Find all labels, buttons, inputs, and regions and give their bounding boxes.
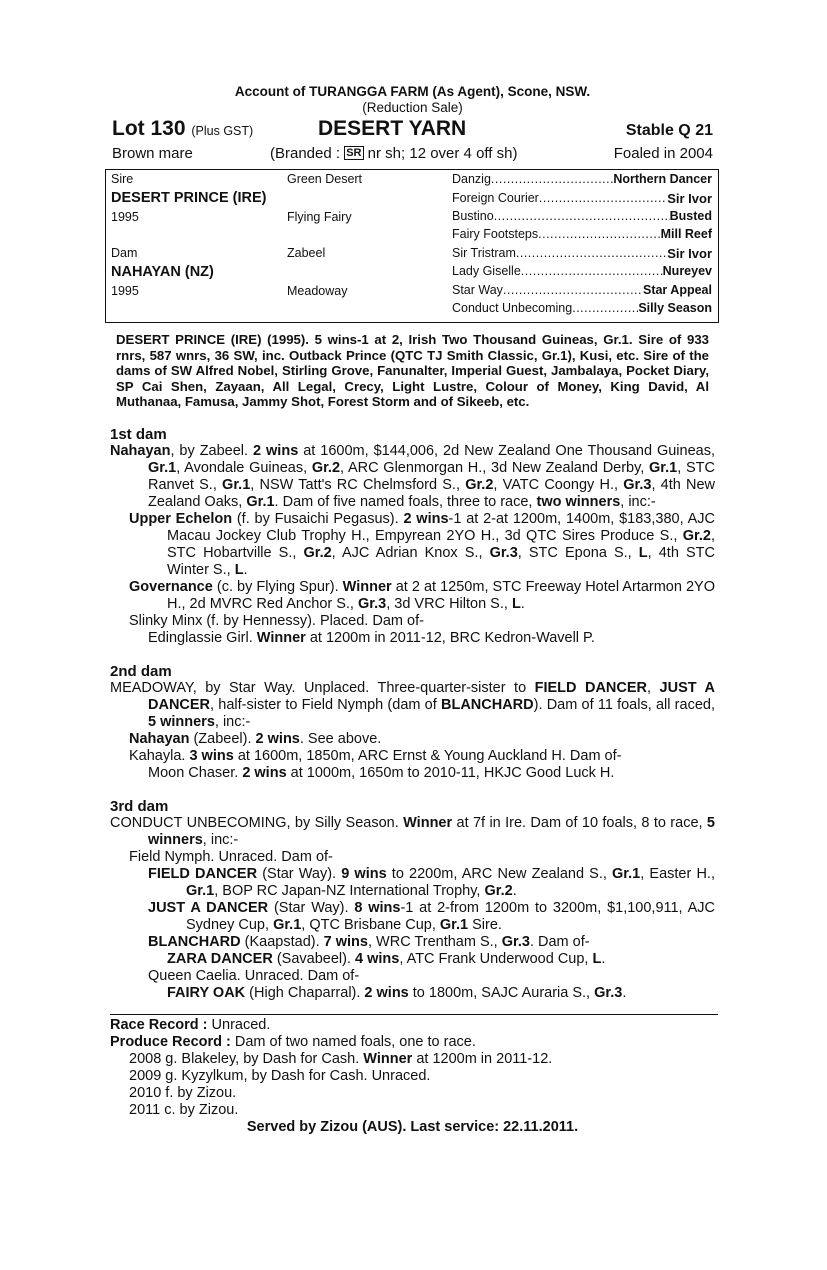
ancestor-right: Silly Season (638, 301, 712, 315)
text: , Avondale Guineas, (176, 459, 312, 476)
second-dam-heading: 2nd dam (110, 662, 172, 680)
leader-dots (572, 301, 638, 315)
group-rating: Gr.3 (594, 984, 623, 1001)
text: , (647, 679, 660, 696)
group-rating: Gr.2 (311, 459, 341, 476)
nahayan-entry (110, 443, 715, 511)
text: , NSW Tatt's RC Chelmsford S., (250, 476, 466, 493)
horse-name-bold: ZARA DANCER (167, 950, 273, 967)
winner: Winner (403, 814, 453, 831)
leader-dots (539, 191, 667, 206)
divider (110, 1014, 718, 1015)
edinglassie-entry (148, 630, 715, 647)
wins: 2 wins (242, 764, 287, 781)
ancestor-left: Star Way (452, 283, 503, 297)
group-rating: Gr.3 (489, 544, 518, 561)
wins: 2 wins (364, 984, 409, 1001)
conduct-unbecoming-entry (110, 815, 715, 849)
leader-dots (538, 227, 660, 241)
listed-rating: L (511, 595, 521, 612)
text: -1 at 2-from 1200m to 3200m, $1,100,911, AJC Sydney Cup, (186, 899, 715, 933)
text: (f. by Fusaichi Pegasus). (232, 510, 404, 527)
text: at 2 at 1250m, STC Freeway Hotel Artarmon 2YO H., 2d MVRC Red Anchor S., (167, 578, 715, 612)
description-line (110, 143, 715, 165)
text: . (622, 984, 627, 1001)
text: , STC Ranvet S., (148, 459, 715, 493)
text: , half-sister to Field Nymph (dam of (210, 696, 441, 713)
race-record (110, 1017, 715, 1034)
winner: Winner (363, 1050, 413, 1067)
group-rating: Gr.1 (186, 882, 215, 899)
ancestor-left: Fairy Footsteps (452, 227, 539, 241)
horse-name: DESERT YARN (318, 117, 467, 140)
text: , 4th New Zealand Oaks, (148, 476, 716, 510)
text: (Star Way). (268, 899, 355, 916)
color-sex: Brown mare (112, 145, 193, 162)
horse-name-bold: JUST A DANCER (148, 679, 716, 713)
winner: Winner (256, 629, 306, 646)
winner: Winner (342, 578, 392, 595)
group-rating: Gr.3 (501, 933, 530, 950)
ancestor-right: Sir Ivor (667, 246, 712, 261)
produce-record (110, 1034, 715, 1051)
text: . (512, 882, 517, 899)
horse-name-bold: Nahayan (129, 730, 190, 747)
first-dam-heading: 1st dam (110, 425, 167, 443)
foaled-year: Foaled in 2004 (613, 145, 713, 162)
text: (Savabeel). (272, 950, 356, 967)
brand-prefix: (Branded : (270, 145, 341, 162)
meadoway-entry (110, 680, 715, 731)
governance-entry (129, 579, 715, 613)
text: , STC Hobartville S., (167, 527, 715, 561)
fairy-oak-entry (167, 985, 715, 1002)
text: , WRC Trentham S., (367, 933, 502, 950)
field-nymph-entry: Field Nymph. Unraced. Dam of- (129, 848, 333, 865)
text: ). Dam of 11 foals, all raced, (533, 696, 715, 713)
dam-year: 1995 (111, 284, 139, 298)
group-rating: Gr.2 (465, 476, 494, 493)
brand-info (270, 145, 517, 162)
race-record-label: Race Record : (110, 1016, 208, 1033)
moon-chaser-entry (148, 765, 715, 782)
listed-rating: L (638, 544, 648, 561)
text: , 4th STC Winter S., (167, 544, 715, 578)
text: to 1800m, SAJC Auraria S., (408, 984, 595, 1001)
queen-caelia-entry: Queen Caelia. Unraced. Dam of- (148, 967, 360, 984)
winners: two winners (536, 493, 621, 510)
wins: 2 wins (255, 730, 300, 747)
text: , VATC Coongy H., (493, 476, 624, 493)
dam-label: Dam (111, 246, 138, 260)
vendor-account: Account of TURANGGA FARM (As Agent), Scone, NSW. (234, 84, 591, 99)
text: , AJC Adrian Knox S., (331, 544, 490, 561)
stable-number: Stable Q 21 (625, 122, 713, 139)
horse-name-bold: BLANCHARD (148, 933, 241, 950)
ancestor-right: Mill Reef (660, 227, 712, 241)
text: , inc:- (202, 831, 239, 848)
text: , STC Epona S., (517, 544, 639, 561)
produce-record-label: Produce Record : (110, 1033, 231, 1050)
sire-dam: Flying Fairy (287, 210, 352, 224)
text: CONDUCT UNBECOMING, by Silly Season. (110, 814, 404, 831)
wins: 3 wins (189, 747, 234, 764)
group-rating: Gr.2 (682, 527, 711, 544)
leader-dots (503, 283, 643, 297)
ancestor-row (452, 301, 712, 315)
ancestor-right: Nureyev (662, 264, 712, 278)
text: , ATC Frank Underwood Cup, (399, 950, 593, 967)
ancestor-left: Danzig (452, 172, 491, 186)
group-rating: Gr.2 (484, 882, 513, 899)
text: Kahayla. (129, 747, 190, 764)
leader-dots (516, 246, 667, 261)
sire-label: Sire (111, 172, 134, 186)
wins: 2 wins (403, 510, 449, 527)
leader-dots (494, 209, 670, 223)
just-a-dancer-entry (148, 900, 715, 934)
ancestor-right: Northern Dancer (613, 172, 712, 186)
ancestor-right: Busted (669, 209, 712, 223)
produce-2009: 2009 g. Kyzylkum, by Dash for Cash. Unraced. (129, 1067, 431, 1084)
leader-dots (521, 264, 663, 278)
text: (Zabeel). (189, 730, 256, 747)
sale-note: (Reduction Sale) (362, 100, 463, 115)
winners: 5 winners (148, 713, 215, 730)
ancestor-right: Sir Ivor (667, 191, 712, 206)
group-rating: Gr.1 (273, 916, 302, 933)
brand-suffix: nr sh; 12 over 4 off sh) (367, 145, 518, 162)
group-rating: Gr.1 (222, 476, 251, 493)
service-note: Served by Zizou (AUS). Last service: 22.11.2011. (246, 1118, 579, 1135)
text: . See above. (299, 730, 382, 747)
ancestor-left: Lady Giselle (452, 264, 521, 278)
text: , BOP RC Japan-NZ International Trophy, (214, 882, 485, 899)
ancestor-left: Conduct Unbecoming (452, 301, 573, 315)
text: . (520, 595, 525, 612)
sire-name: DESERT PRINCE (IRE) (111, 190, 267, 206)
wins: 8 wins (354, 899, 401, 916)
text: , 3d VRC Hilton S., (386, 595, 512, 612)
horse-name-bold: FIELD DANCER (148, 865, 258, 882)
text: , Easter H., (640, 865, 715, 882)
text: (Star Way). (257, 865, 342, 882)
horse-name-bold: Governance (129, 578, 213, 595)
ancestor-left: Bustino (452, 209, 494, 223)
sire-year: 1995 (111, 210, 139, 224)
wins: 2 wins (253, 442, 299, 459)
slinky-minx-entry: Slinky Minx (f. by Hennessy). Placed. Dam of- (129, 612, 424, 629)
text: at 1200m in 2011-12. (412, 1050, 553, 1067)
horse-name-bold: BLANCHARD (440, 696, 534, 713)
text: to 2200m, ARC New Zealand S., (386, 865, 613, 882)
lot-number (112, 117, 253, 141)
lot-label: Lot 130 (112, 117, 186, 140)
produce-2011: 2011 c. by Zizou. (129, 1101, 239, 1118)
group-rating: Gr.1 (612, 865, 641, 882)
sire-summary: DESERT PRINCE (IRE) (1995). 5 wins-1 at 2, Irish Two Thousand Guineas, Gr.1. Sire of 933 rnrs, 587 wnrs, 36 SW, inc. Outback Prince (QTC TJ Smith Classic, Gr.1), Kusi, etc. Sire of the dams of SW Alfred Nobel, Stirling Grove, Fanunalter, Imperial Guest, Jambalaya, Pocket Diary, SP Cai Shen, Zayaan, All Legal, Crecy, Light Lustre, Colour of Money, King David, Al Muthanaa, Famusa, Jammy Shot, Forest Storm and of Sikeeb, etc. (116, 332, 709, 409)
ancestor-row (452, 246, 712, 261)
leader-dots (491, 172, 613, 186)
horse-name-bold: FIELD DANCER (534, 679, 648, 696)
third-dam-heading: 3rd dam (110, 797, 169, 815)
text: (Kaapstad). (240, 933, 324, 950)
text: (High Chaparral). (245, 984, 365, 1001)
blanchard-entry (148, 934, 715, 951)
kahayla-entry (129, 748, 715, 765)
horse-name-bold: Nahayan (110, 442, 171, 459)
produce-record-value: Dam of two named foals, one to race. (230, 1033, 476, 1050)
text: at 7f in Ire. Dam of 10 foals, 8 to race, (452, 814, 707, 831)
winners: 5 winners (148, 814, 715, 848)
listed-rating: L (234, 561, 244, 578)
text: Moon Chaser. (148, 764, 243, 781)
ancestor-row (452, 227, 712, 241)
horse-name-bold: Upper Echelon (129, 510, 233, 527)
group-rating: Gr.3 (358, 595, 387, 612)
zara-dancer-entry (167, 951, 715, 968)
text: , QTC Brisbane Cup, (301, 916, 440, 933)
ancestor-row (452, 191, 712, 206)
text: at 1200m in 2011-12, BRC Kedron-Wavell P. (305, 629, 595, 646)
dam-sire: Zabeel (287, 246, 326, 260)
pedigree-table (105, 169, 719, 323)
listed-rating: L (592, 950, 602, 967)
group-rating: Gr.1 (148, 459, 177, 476)
wins: 7 wins (323, 933, 368, 950)
text: . Dam of- (529, 933, 590, 950)
text: , by Zabeel. (170, 442, 254, 459)
ancestor-left: Foreign Courier (452, 191, 539, 205)
horse-name-bold: FAIRY OAK (167, 984, 246, 1001)
group-rating: Gr.1 (439, 916, 469, 933)
ancestor-row (452, 172, 712, 186)
text: . Dam of five named foals, three to race, (274, 493, 537, 510)
group-rating: Gr.3 (623, 476, 652, 493)
dam-dam: Meadoway (287, 284, 348, 298)
ancestor-left: Sir Tristram (452, 246, 516, 260)
lot-line (110, 117, 715, 143)
ancestor-row (452, 264, 712, 278)
group-rating: Gr.2 (303, 544, 332, 561)
text: , inc:- (620, 493, 656, 510)
upper-echelon-entry (129, 511, 715, 579)
group-rating: Gr.1 (246, 493, 275, 510)
race-record-value: Unraced. (207, 1016, 271, 1033)
lot-note: (Plus GST) (191, 124, 254, 138)
text: 2008 g. Blakeley, by Dash for Cash. (129, 1050, 364, 1067)
text: -1 at 2-at 1200m, 1400m, $183,380, AJC Macau Jockey Club Trophy H., Empyrean 2YO H., 3d QTC Sires Produce S., (167, 510, 715, 544)
text: at 1000m, 1650m to 2010-11, HKJC Good Luck H. (286, 764, 615, 781)
ancestor-row (452, 283, 712, 297)
text: at 1600m, $144,006, 2d New Zealand One Thousand Guineas, (298, 442, 715, 459)
brand-mark: SR (346, 147, 362, 159)
field-dancer-entry (148, 866, 715, 900)
text: , ARC Glenmorgan H., 3d New Zealand Derby, (340, 459, 650, 476)
text: Sire. (468, 916, 502, 933)
nahayan-ref-entry (129, 731, 715, 748)
produce-2010: 2010 f. by Zizou. (129, 1084, 237, 1101)
wins: 9 wins (341, 865, 387, 882)
text: , inc:- (214, 713, 251, 730)
text: (c. by Flying Spur). (212, 578, 343, 595)
catalogue-page (110, 84, 715, 1136)
horse-name-bold: JUST A DANCER (148, 899, 269, 916)
text: . (243, 561, 248, 578)
produce-2008 (129, 1051, 715, 1068)
wins: 4 wins (355, 950, 400, 967)
text: Edinglassie Girl. (148, 629, 257, 646)
dam-name: NAHAYAN (NZ) (111, 264, 214, 280)
ancestor-right: Star Appeal (642, 283, 712, 297)
text: MEADOWAY, by Star Way. Unplaced. Three-quarter-sister to (110, 679, 535, 696)
text: at 1600m, 1850m, ARC Ernst & Young Auckland H. Dam of- (233, 747, 622, 764)
sire-sire: Green Desert (287, 172, 363, 186)
text: . (601, 950, 606, 967)
group-rating: Gr.1 (649, 459, 678, 476)
ancestor-row (452, 209, 712, 223)
